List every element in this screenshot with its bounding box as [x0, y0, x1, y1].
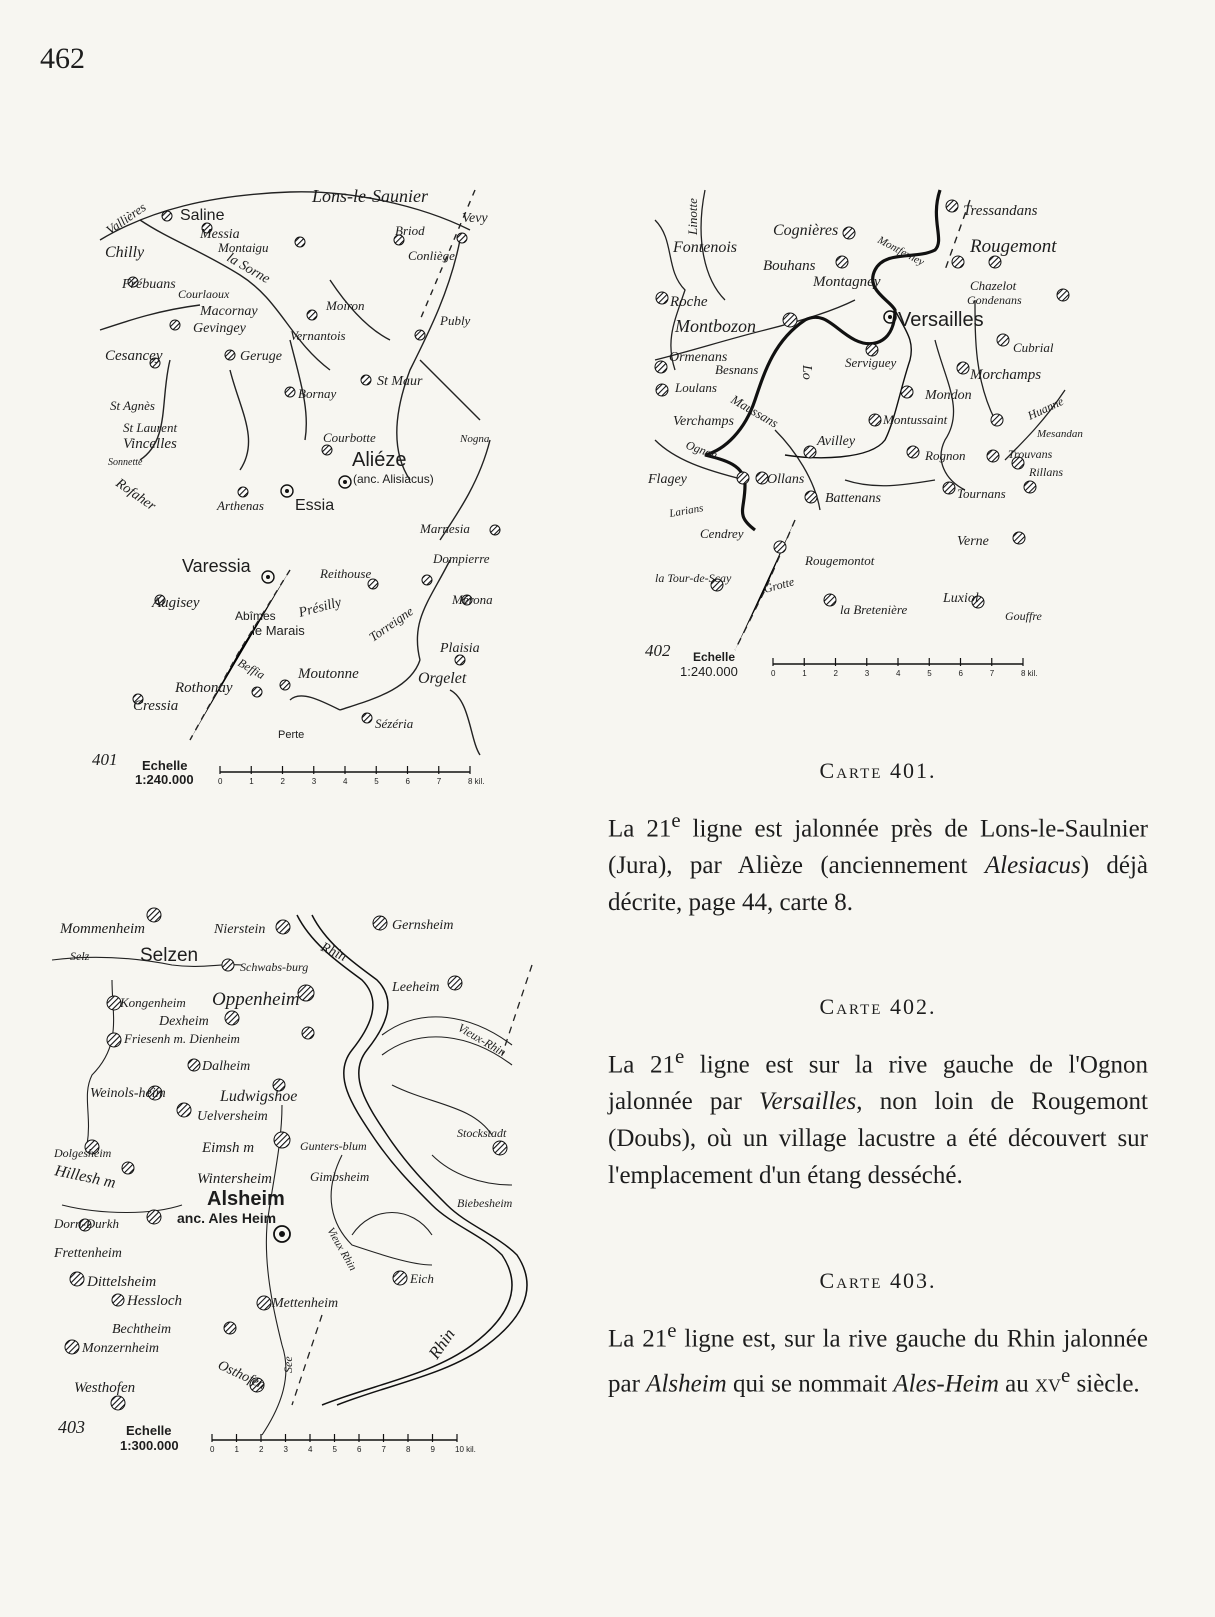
place-label: Battenans	[825, 491, 881, 506]
place-label: Saline	[180, 207, 225, 224]
place-label: Osthofen	[215, 1358, 268, 1393]
place-label: Fontenois	[673, 239, 737, 256]
scale-tick-label: 7	[436, 777, 442, 786]
place-label: Hessloch	[127, 1293, 182, 1309]
place-label: Larians	[668, 502, 705, 520]
map-401	[90, 180, 520, 790]
place-label: Vieux Rhin	[324, 1225, 359, 1273]
scale-tick-label: 1	[234, 1445, 239, 1454]
place-label: Montagney	[813, 274, 881, 290]
place-label: Rougemontot	[805, 553, 875, 568]
scale-tick-label: 5	[927, 669, 932, 678]
place-label: Ludwigshoe	[220, 1088, 298, 1105]
place-label: Trouvans	[1008, 447, 1053, 461]
scale-tick-label: 4	[308, 1445, 313, 1454]
place-label: Dalheim	[202, 1059, 251, 1074]
place-label: anc. Ales Heim	[177, 1210, 277, 1226]
place-label: St Maur	[377, 374, 423, 389]
scale-tick-label: 0	[210, 1445, 215, 1454]
place-label: Cendrey	[700, 526, 744, 541]
caption-402	[608, 994, 1148, 1194]
map-402	[645, 180, 1095, 690]
place-label: Chazelot	[970, 278, 1017, 293]
place-label: Présilly	[297, 595, 344, 621]
scale-tick-label: 4	[896, 669, 901, 678]
caption-title: Carte 403.	[819, 1268, 937, 1293]
place-label: Selz	[70, 949, 90, 963]
scale-bar	[218, 766, 484, 786]
place-label: Mondon	[925, 388, 972, 403]
place-label: Vernantois	[290, 328, 346, 343]
place-label: Abîmes	[235, 609, 276, 623]
scale-tick-label: 8 kil.	[1021, 669, 1038, 678]
scale-tick-label: 0	[218, 777, 223, 786]
caption-title: Carte 401.	[819, 758, 937, 783]
place-label: Dexheim	[159, 1014, 209, 1029]
place-label: Flagey	[648, 472, 687, 487]
place-label: Bornay	[298, 386, 337, 401]
place-label: Rillans	[1029, 465, 1064, 479]
place-label: Dolgesheim	[54, 1146, 112, 1160]
place-label: Dompierre	[433, 551, 490, 566]
place-label: Cesancey	[105, 348, 163, 364]
scale-bar	[210, 1434, 476, 1454]
place-label: Geruge	[240, 349, 282, 364]
place-label: Wintersheim	[197, 1171, 272, 1187]
place-label: Sonnette	[108, 457, 143, 468]
place-label: Briod	[395, 223, 425, 238]
place-label: la Sorne	[224, 250, 273, 287]
scale-tick-label: 3	[864, 669, 870, 678]
scale-tick-label: 4	[343, 777, 348, 786]
place-label: Montbozon	[675, 316, 756, 336]
place-label: Plaisia	[440, 641, 480, 656]
place-label: Mommenheim	[60, 921, 145, 937]
place-label: Alsheim	[207, 1188, 285, 1210]
scale-tick-label: 3	[283, 1445, 288, 1454]
place-label: Varessia	[182, 556, 251, 576]
place-label: St Agnès	[110, 398, 155, 413]
place-label: Stockstadt	[457, 1126, 507, 1140]
place-label: Biebesheim	[457, 1196, 513, 1210]
scale-tick-label: 6	[958, 669, 963, 678]
place-label: Messia	[200, 227, 240, 242]
scale-tick-label: 1	[249, 777, 254, 786]
place-label: Frébuans	[122, 277, 176, 292]
place-label: Monzernheim	[82, 1341, 159, 1356]
place-label: Rofaher	[112, 475, 159, 515]
scale-tick-label: 2	[833, 669, 838, 678]
place-label: Frettenheim	[54, 1246, 122, 1261]
place-label: Beffia	[235, 655, 268, 682]
place-label: Uelversheim	[197, 1109, 268, 1124]
scale-tick-label: 7	[989, 669, 995, 678]
place-label: Montaigu	[218, 240, 269, 255]
place-label: Kongenheim	[120, 995, 186, 1010]
scale-tick-label: 0	[771, 669, 776, 678]
map-number: 403	[58, 1417, 85, 1437]
place-label: la Tour-de-Scay	[655, 571, 732, 585]
map-403	[52, 905, 552, 1465]
place-label: Moutonne	[298, 666, 359, 682]
place-label: Montferney	[875, 234, 926, 269]
scale-tick-label: 1	[802, 669, 807, 678]
place-label: Gouffre	[1005, 609, 1042, 623]
place-label: le Marais	[252, 623, 305, 638]
place-label: Weinols-heim	[90, 1086, 166, 1101]
scale-tick-label: 2	[280, 777, 285, 786]
place-label: Morchamps	[970, 367, 1042, 383]
place-label: Moiron	[326, 298, 365, 313]
scale-label: Echelle	[693, 650, 736, 664]
scale-tick-label: 8 kil.	[468, 777, 485, 786]
place-label: Dittelsheim	[87, 1274, 157, 1290]
place-label: Loulans	[675, 380, 717, 395]
scale-label: Echelle	[142, 758, 188, 773]
place-label: (anc. Alisiacus)	[353, 472, 434, 486]
page-number: 462	[40, 42, 85, 75]
place-label: Courlaoux	[178, 287, 230, 301]
caption-401	[608, 758, 1148, 921]
place-label: Lons-le-Saunier	[312, 186, 428, 206]
scale-bar	[771, 658, 1037, 678]
place-label: Gondenans	[967, 293, 1022, 307]
scale-tick-label: 3	[311, 777, 317, 786]
place-label: Mesandan	[1037, 428, 1083, 440]
place-label: Verne	[957, 534, 989, 549]
place-label: Montussaint	[883, 412, 948, 427]
place-label: St Laurent	[123, 420, 178, 435]
place-label: Luxiol	[943, 591, 979, 606]
place-label: Gunters-blum	[300, 1139, 367, 1153]
place-label: Tressandans	[963, 203, 1038, 219]
place-label: Vieux-Rhin	[455, 1020, 509, 1060]
place-label: See	[281, 1356, 295, 1373]
place-label: Lo	[799, 365, 814, 380]
place-label: Huanne	[1025, 393, 1066, 423]
place-label: Selzen	[140, 945, 199, 966]
map-401-figure	[90, 180, 520, 790]
place-label: Vevy	[462, 211, 488, 226]
place-label: Bechtheim	[112, 1322, 172, 1337]
scale-tick-label: 6	[357, 1445, 362, 1454]
place-label: Verchamps	[673, 414, 734, 429]
place-label: Chilly	[105, 244, 145, 261]
place-label: Oppenheim	[212, 989, 300, 1010]
map-number: 402	[645, 641, 671, 660]
place-label: Rougemont	[970, 236, 1057, 257]
place-label: Dorn-Durkh	[54, 1216, 119, 1231]
place-label: Eimsh m	[202, 1140, 255, 1156]
place-label: Serviguey	[845, 355, 897, 370]
scale-tick-label: 8	[406, 1445, 411, 1454]
place-label: Maussans	[728, 391, 782, 431]
place-label: Bouhans	[763, 258, 816, 274]
place-label: Friesenh m. Dienheim	[124, 1031, 240, 1046]
scale-tick-label: 10 kil.	[455, 1445, 476, 1454]
place-label: Ognon	[683, 437, 720, 462]
caption-403	[608, 1268, 1148, 1403]
place-label: Cubrial	[1013, 340, 1054, 355]
place-label: Marnesia	[420, 521, 470, 536]
place-label: Cressia	[133, 698, 179, 714]
scale-tick-label: 5	[332, 1445, 337, 1454]
caption-text: La 21e ligne est sur la rive gauche de l'Ognon jalonnée par Versailles, non loin de Rougemont (Doubs), où un village lacustre a été découvert sur l'emplacement d'un étang desséché.	[608, 1044, 1148, 1190]
place-label: Avilley	[817, 434, 856, 449]
place-label: Arthenas	[217, 498, 264, 513]
place-label: Publy	[440, 313, 471, 328]
place-label: Besnans	[715, 362, 759, 377]
place-label: Essia	[295, 497, 335, 514]
place-label: Aliéze	[352, 449, 407, 471]
scale-ratio: 1:240.000	[135, 772, 194, 787]
place-label: Rognon	[925, 448, 966, 463]
place-label: Eich	[410, 1271, 434, 1286]
place-label: Nogna	[460, 433, 490, 445]
place-label: Rhin	[424, 1325, 459, 1363]
scale-tick-label: 7	[381, 1445, 386, 1454]
caption-text: La 21e ligne est jalonnée près de Lons-le-Saulnier (Jura), par Alièze (anciennement Alesiacus) déjà décrite, page 44, carte 8.	[608, 808, 1148, 917]
scale-tick-label: 2	[259, 1445, 264, 1454]
place-label: Mérona	[452, 592, 493, 607]
scale-tick-label: 6	[405, 777, 410, 786]
place-label: Gernsheim	[392, 918, 454, 933]
place-label: Torreigne	[366, 603, 416, 645]
place-label: Schwabs-burg	[240, 960, 309, 974]
place-label: Mettenheim	[272, 1296, 339, 1311]
place-label: Courbotte	[323, 430, 376, 445]
scale-ratio: 1:300.000	[120, 1438, 179, 1453]
map-403-figure	[52, 905, 552, 1465]
place-label: Perte	[278, 729, 305, 741]
scale-ratio: 1:240.000	[680, 664, 738, 679]
place-label: Sézéria	[375, 716, 414, 731]
place-label: Macornay	[200, 304, 258, 319]
place-label: Hillesh m	[53, 1162, 118, 1192]
map-number: 401	[92, 750, 118, 769]
scale-label: Echelle	[126, 1423, 172, 1438]
place-label: Linotte	[685, 198, 700, 235]
scale-tick-label: 9	[430, 1445, 435, 1454]
place-label: Nierstein	[214, 922, 266, 937]
place-label: Vincelles	[123, 436, 177, 452]
place-label: Augisey	[152, 595, 200, 611]
place-label: Tournans	[957, 486, 1006, 501]
place-label: Gimbsheim	[310, 1169, 370, 1184]
place-label: Versailles	[898, 309, 984, 331]
place-label: Reithouse	[320, 566, 372, 581]
place-label: Gevingey	[193, 321, 246, 336]
place-label: Conliège	[408, 248, 455, 263]
caption-text: La 21e ligne est, sur la rive gauche du Rhin jalonnée par Alsheim qui se nommait Ales-Heim au $xv^e$ siècle.	[608, 1318, 1148, 1398]
place-label: Grotte	[762, 574, 796, 596]
place-label: Orgelet	[418, 670, 467, 687]
place-label: la Bretenière	[840, 602, 908, 617]
map-402-figure	[645, 180, 1095, 690]
place-label: Ollans	[767, 472, 805, 487]
place-label: Vallières	[103, 199, 149, 238]
caption-title: Carte 402.	[819, 994, 937, 1019]
place-label: Leeheim	[392, 980, 440, 995]
place-label: Roche	[670, 294, 708, 310]
place-label: Westhofen	[74, 1380, 136, 1396]
place-label: Ormenans	[669, 350, 728, 365]
place-label: Rhin	[318, 940, 349, 965]
place-label: Rothonay	[175, 680, 233, 696]
scale-tick-label: 5	[374, 777, 379, 786]
place-label: Cognières	[773, 222, 839, 239]
